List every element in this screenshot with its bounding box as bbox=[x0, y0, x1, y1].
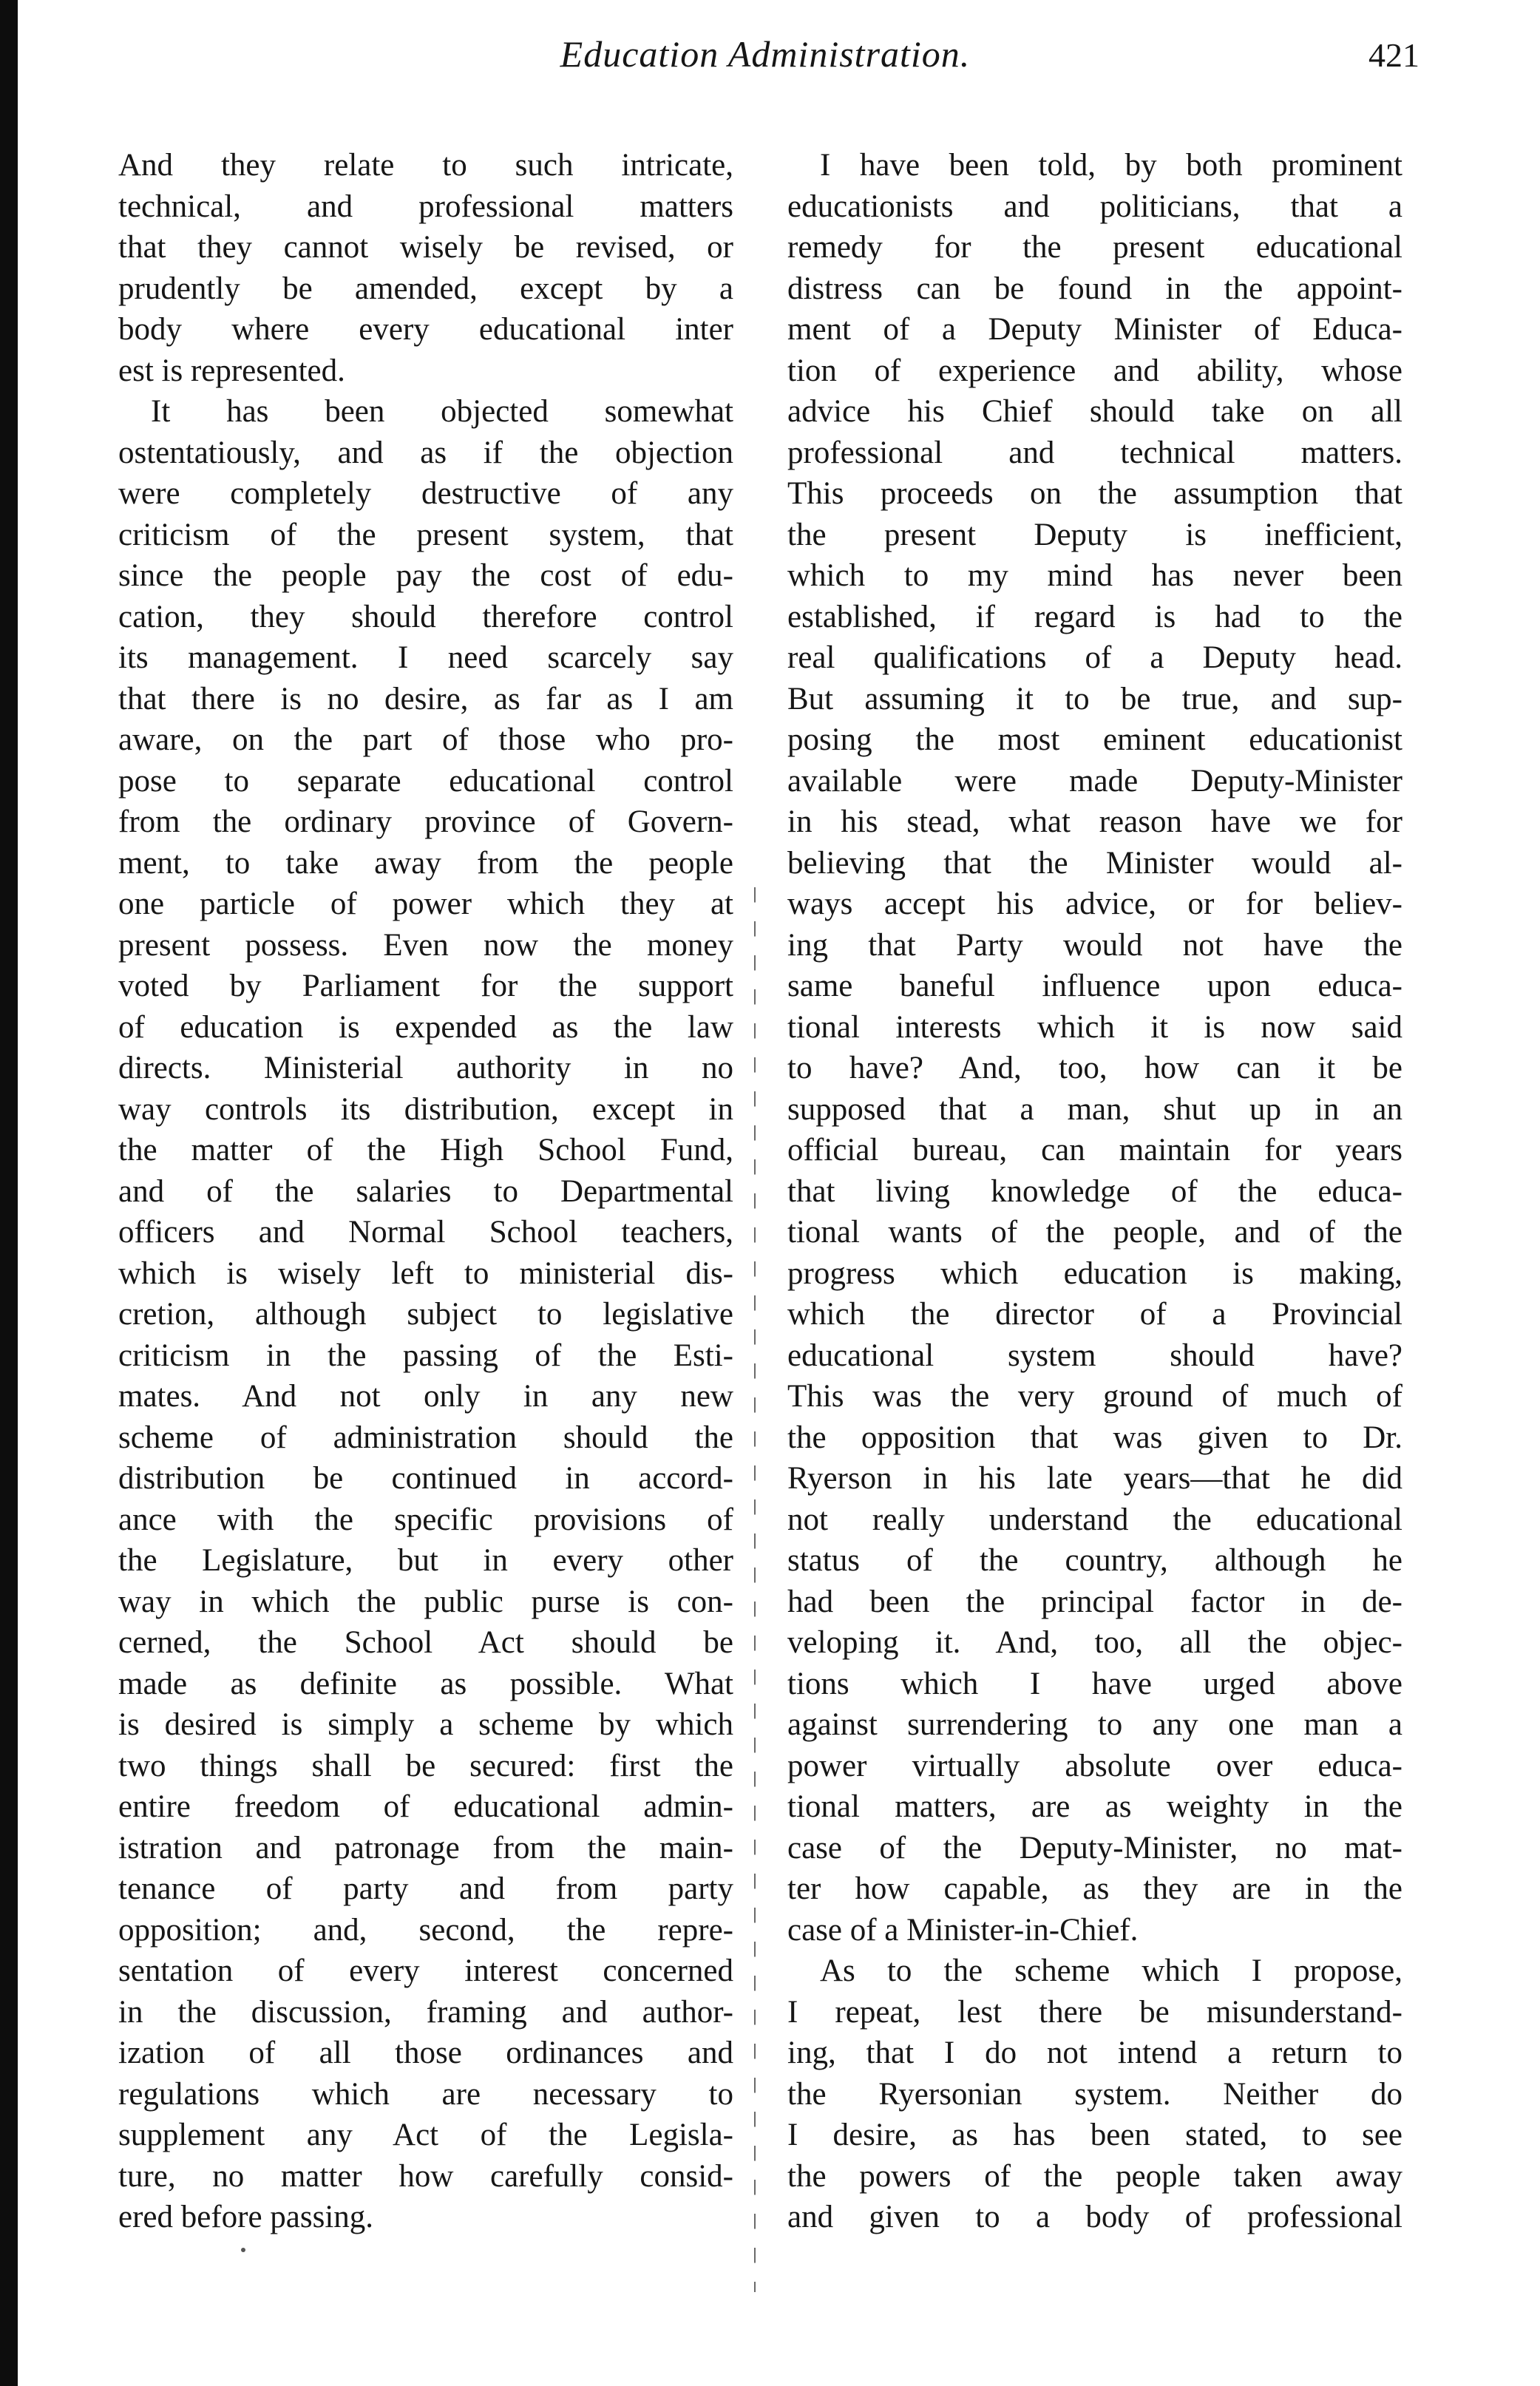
text-line: and given to a body of professional bbox=[787, 2200, 1402, 2234]
text-line: sentation of every interest concerned bbox=[118, 1953, 733, 1988]
text-line: tional matters, are as weighty in the bbox=[787, 1789, 1402, 1824]
text-line: regulations which are necessary to bbox=[118, 2076, 733, 2112]
text-line: remedy for the present educational bbox=[787, 230, 1402, 265]
text-line: As to the scheme which I propose, bbox=[820, 1953, 1402, 1988]
text-line: established, if regard is had to the bbox=[787, 599, 1402, 634]
text-line: believing that the Minister would al- bbox=[787, 845, 1402, 881]
running-title: Education Administration. bbox=[560, 33, 971, 75]
text-line: cerned, the School Act should be bbox=[118, 1625, 733, 1660]
text-line: the opposition that was given to Dr. bbox=[787, 1420, 1402, 1455]
text-line: from the ordinary province of Govern- bbox=[118, 804, 733, 839]
text-line: not really understand the educational bbox=[787, 1502, 1402, 1537]
text-line: the powers of the people taken away bbox=[787, 2158, 1402, 2194]
text-line: made as definite as possible. What bbox=[118, 1666, 733, 1701]
text-line: that they cannot wisely be revised, or bbox=[118, 230, 733, 265]
text-line: to have? And, too, how can it be bbox=[787, 1051, 1402, 1085]
text-line: criticism in the passing of the Esti- bbox=[118, 1338, 733, 1373]
text-line: its management. I need scarcely say bbox=[118, 640, 733, 675]
text-line: power virtually absolute over educa- bbox=[787, 1748, 1402, 1783]
print-speck bbox=[241, 2248, 245, 2252]
text-line: way in which the public purse is con- bbox=[118, 1584, 733, 1619]
text-line: in the discussion, framing and author- bbox=[118, 1994, 733, 2030]
text-line: since the people pay the cost of edu- bbox=[118, 558, 733, 593]
text-line: I have been told, by both prominent bbox=[820, 148, 1402, 183]
text-line: Ryerson in his late years—that he did bbox=[787, 1461, 1402, 1496]
text-line: And they relate to such intricate, bbox=[118, 148, 733, 183]
text-line: had been the principal factor in de- bbox=[787, 1584, 1402, 1619]
text-line: which to my mind has never been bbox=[787, 558, 1402, 593]
running-head bbox=[111, 33, 1419, 99]
text-line: mates. And not only in any new bbox=[118, 1379, 733, 1414]
text-line: available were made Deputy-Minister bbox=[787, 763, 1402, 799]
text-line: which is wisely left to ministerial dis- bbox=[118, 1255, 733, 1291]
text-line: technical, and professional matters bbox=[118, 189, 733, 224]
text-line: I desire, as has been stated, to see bbox=[787, 2118, 1402, 2152]
text-line: But assuming it to be true, and sup- bbox=[787, 681, 1402, 716]
text-line: distress can be found in the appoint- bbox=[787, 271, 1402, 306]
text-line: voted by Parliament for the support bbox=[118, 969, 733, 1003]
text-line: This was the very ground of much of bbox=[787, 1379, 1402, 1414]
text-line: ment of a Deputy Minister of Educa- bbox=[787, 312, 1402, 347]
text-line: officers and Normal School teachers, bbox=[118, 1215, 733, 1250]
text-line: cation, they should therefore control bbox=[118, 599, 733, 634]
text-line: the matter of the High School Fund, bbox=[118, 1133, 733, 1167]
text-line: directs. Ministerial authority in no bbox=[118, 1051, 733, 1085]
text-line: the present Deputy is inefficient, bbox=[787, 517, 1402, 552]
text-line: way controls its distribution, except in bbox=[118, 1091, 733, 1127]
text-line: case of a Minister-in-Chief. bbox=[787, 1912, 1139, 1948]
text-line: ization of all those ordinances and bbox=[118, 2036, 733, 2070]
text-line: This proceeds on the assumption that bbox=[787, 476, 1402, 511]
text-line: case of the Deputy-Minister, no mat- bbox=[787, 1830, 1402, 1865]
text-line: the Legislature, but in every other bbox=[118, 1543, 733, 1578]
text-line: ing that Party would not have the bbox=[787, 927, 1402, 963]
text-line: scheme of administration should the bbox=[118, 1420, 733, 1455]
text-line: entire freedom of educational admin- bbox=[118, 1789, 733, 1824]
text-line: tion of experience and ability, whose bbox=[787, 353, 1402, 388]
text-line: pose to separate educational control bbox=[118, 763, 733, 799]
text-line: of education is expended as the law bbox=[118, 1009, 733, 1045]
text-line: that living knowledge of the educa- bbox=[787, 1173, 1402, 1209]
text-line: ing, that I do not intend a return to bbox=[787, 2036, 1402, 2070]
text-line: ostentatiously, and as if the objection bbox=[118, 435, 733, 470]
text-line: supposed that a man, shut up in an bbox=[787, 1091, 1402, 1127]
text-line: progress which education is making, bbox=[787, 1255, 1402, 1291]
text-line: It has been objected somewhat bbox=[151, 394, 733, 429]
text-line: two things shall be secured: first the bbox=[118, 1748, 733, 1783]
text-line: is desired is simply a scheme by which bbox=[118, 1707, 733, 1742]
text-line: tional interests which it is now said bbox=[787, 1009, 1402, 1045]
text-line: ture, no matter how carefully consid- bbox=[118, 2158, 733, 2194]
text-line: ways accept his advice, or for believ- bbox=[787, 887, 1402, 921]
page-number: 421 bbox=[1368, 36, 1419, 74]
text-line: present possess. Even now the money bbox=[118, 927, 733, 963]
text-line: educational system should have? bbox=[787, 1338, 1402, 1373]
text-line: tenance of party and from party bbox=[118, 1871, 733, 1906]
text-line: tional wants of the people, and of the bbox=[787, 1215, 1402, 1250]
text-line: in his stead, what reason have we for bbox=[787, 804, 1402, 839]
binding-edge bbox=[0, 0, 18, 2386]
text-line: and of the salaries to Departmental bbox=[118, 1173, 733, 1209]
text-line: criticism of the present system, that bbox=[118, 517, 733, 552]
text-line: cretion, although subject to legislative bbox=[118, 1297, 733, 1332]
text-line: educationists and politicians, that a bbox=[787, 189, 1402, 224]
text-line: opposition; and, second, the repre- bbox=[118, 1912, 733, 1948]
text-line: distribution be continued in accord- bbox=[118, 1461, 733, 1496]
text-line: same baneful influence upon educa- bbox=[787, 969, 1402, 1003]
text-line: prudently be amended, except by a bbox=[118, 271, 733, 306]
text-line: ance with the specific provisions of bbox=[118, 1502, 733, 1537]
text-line: posing the most eminent educationist bbox=[787, 722, 1402, 757]
text-line: tions which I have urged above bbox=[787, 1666, 1402, 1701]
text-line: est is represented. bbox=[118, 353, 345, 388]
text-line: the Ryersonian system. Neither do bbox=[787, 2076, 1402, 2112]
text-line: against surrendering to any one man a bbox=[787, 1707, 1402, 1742]
text-line: official bureau, can maintain for years bbox=[787, 1133, 1402, 1167]
text-line: supplement any Act of the Legisla- bbox=[118, 2118, 733, 2152]
right-text-column bbox=[787, 145, 1402, 2238]
text-line: status of the country, although he bbox=[787, 1543, 1402, 1578]
text-line: ment, to take away from the people bbox=[118, 845, 733, 881]
text-line: which the director of a Provincial bbox=[787, 1297, 1402, 1332]
text-line: ter how capable, as they are in the bbox=[787, 1871, 1402, 1906]
text-line: I repeat, lest there be misunderstand- bbox=[787, 1994, 1402, 2030]
text-line: real qualifications of a Deputy head. bbox=[787, 640, 1402, 675]
text-line: were completely destructive of any bbox=[118, 476, 733, 511]
text-line: aware, on the part of those who pro- bbox=[118, 722, 733, 757]
left-text-column bbox=[118, 145, 733, 2238]
text-line: one particle of power which they at bbox=[118, 887, 733, 921]
text-line: body where every educational inter bbox=[118, 312, 733, 347]
text-line: ered before passing. bbox=[118, 2200, 374, 2234]
text-line: istration and patronage from the main- bbox=[118, 1830, 733, 1865]
text-line: professional and technical matters. bbox=[787, 435, 1402, 470]
column-divider bbox=[754, 887, 756, 2292]
text-line: that there is no desire, as far as I am bbox=[118, 681, 733, 716]
text-line: veloping it. And, too, all the objec- bbox=[787, 1625, 1402, 1660]
text-line: advice his Chief should take on all bbox=[787, 394, 1402, 429]
